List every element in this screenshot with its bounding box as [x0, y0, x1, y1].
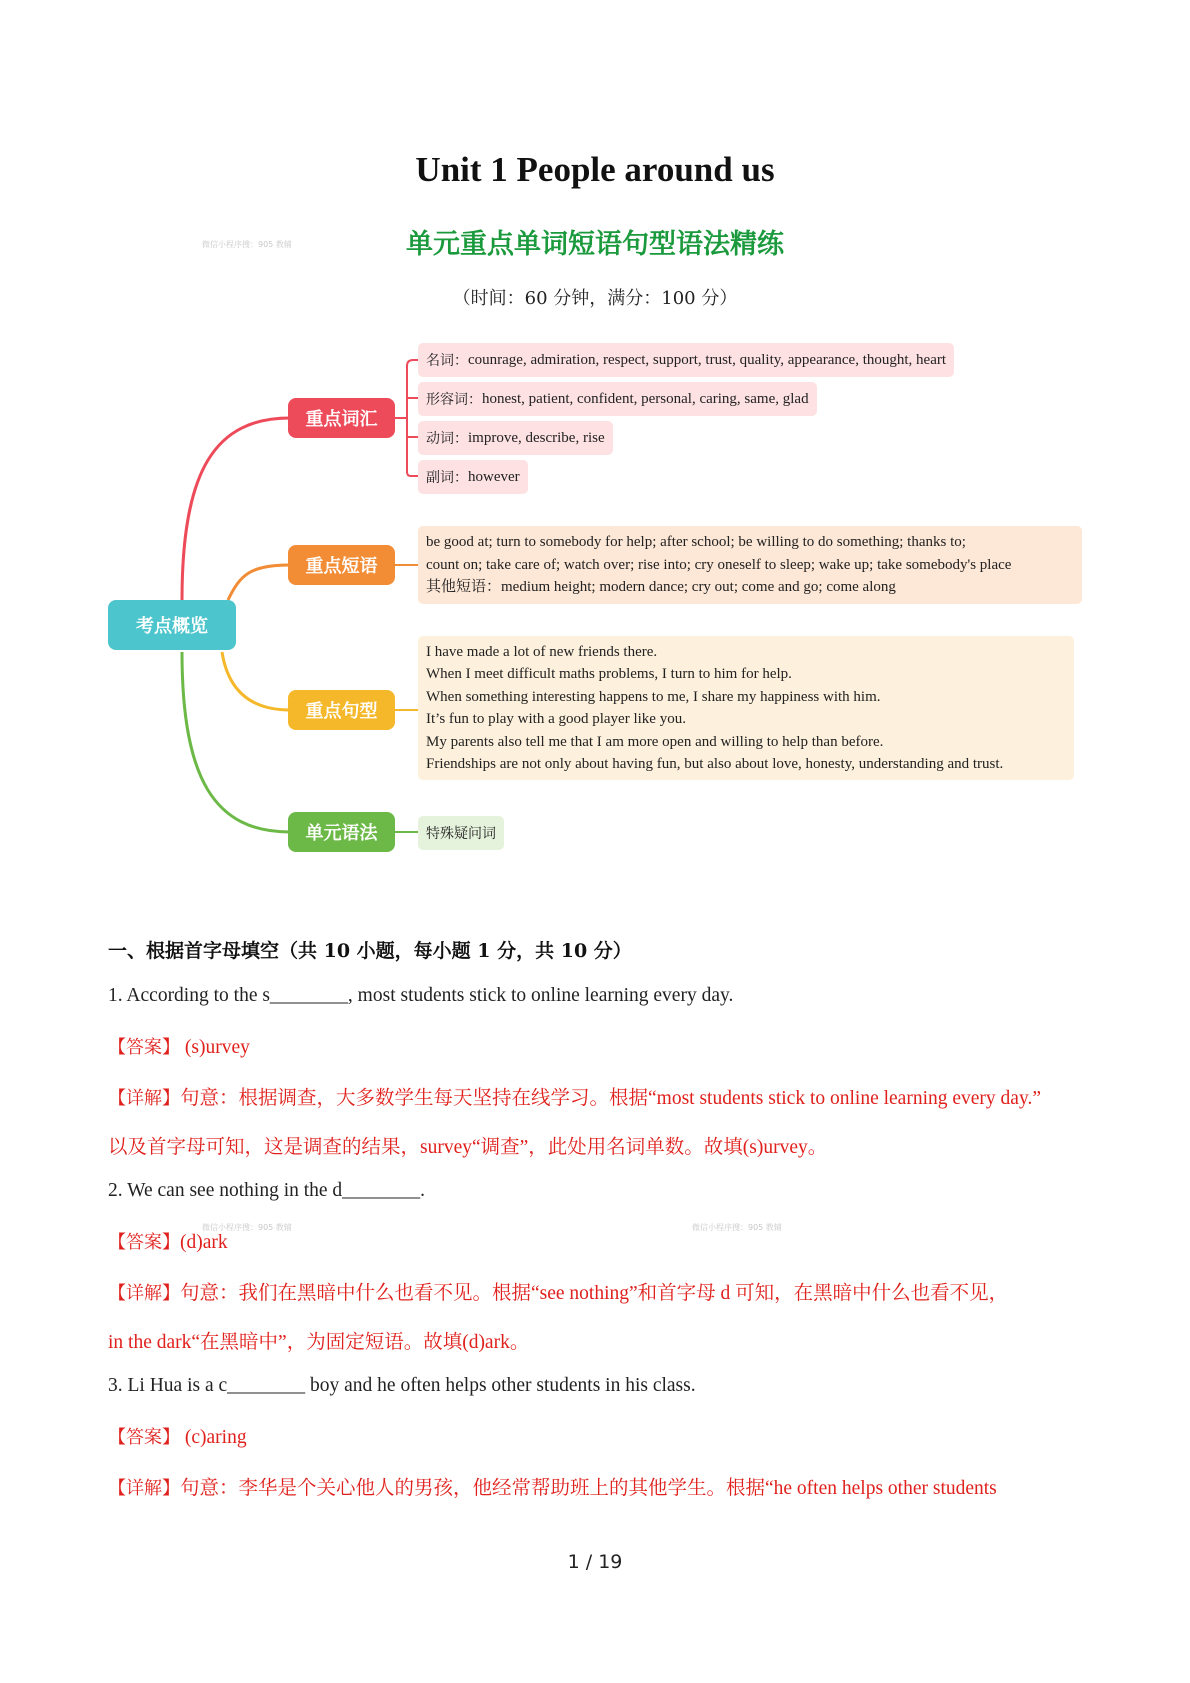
- leaf-adjectives: [418, 382, 817, 416]
- detail-text: 句意：李华是个关心他人的男孩，他经常帮助班上的其他学生。根据“he often helps other students: [180, 1478, 997, 1499]
- detail-text: 句意：根据调查，大多数学生每天坚持在线学习。根据“most students stick to online learning every day.”: [180, 1088, 1041, 1109]
- watermark: 微信小程序搜：905 教辅: [692, 1223, 782, 1232]
- detail-2: [108, 1277, 1008, 1305]
- leaf-key: 副词：: [426, 470, 468, 486]
- question-2: 2. We can see nothing in the d________.: [108, 1180, 426, 1201]
- leaf-key: 名词：: [426, 353, 468, 369]
- node-sentences: 重点句型: [288, 690, 395, 730]
- question-1: 1. According to the s________, most students stick to online learning every day.: [108, 985, 734, 1006]
- node-vocab: 重点词汇: [288, 398, 395, 438]
- detail-3: [108, 1472, 997, 1500]
- leaf-value: honest, patient, confident, personal, caring, same, glad: [482, 390, 809, 407]
- mindmap-root: 考点概览: [108, 600, 236, 650]
- leaf-grammar: [418, 816, 504, 850]
- watermark: 微信小程序搜：905 教辅: [202, 1223, 292, 1232]
- sentence-line: I have made a lot of new friends there.: [426, 643, 658, 660]
- leaf-value: 特殊疑问词: [426, 826, 496, 842]
- detail-tag: 【详解】: [108, 1283, 180, 1304]
- detail-text: 句意：我们在黑暗中什么也看不见。根据“see nothing”和首字母 d 可知，在黑暗中什么也看不见，: [180, 1283, 1009, 1304]
- detail-1-cont: 以及首字母可知，这是调查的结果，survey“调查”，此处用名词单数。故填(s)urvey。: [108, 1137, 828, 1158]
- answer-tag: 【答案】: [108, 1232, 180, 1253]
- detail-tag: 【详解】: [108, 1088, 180, 1109]
- answer-tag: 【答案】: [108, 1427, 180, 1448]
- detail-1: [108, 1082, 1041, 1110]
- node-phrases: 重点短语: [288, 545, 395, 585]
- leaf-adverbs: [418, 460, 528, 494]
- time-info: （时间：60 分钟，满分：100 分）: [452, 288, 738, 309]
- section-heading: 一、根据首字母填空（共 10 小题，每小题 1 分，共 10 分）: [108, 940, 632, 962]
- phrase-line: be good at; turn to somebody for help; after school; be willing to do something; thanks to;: [426, 534, 966, 551]
- sentence-line: When I meet difficult maths problems, I turn to him for help.: [426, 666, 792, 682]
- leaf-value: improve, describe, rise: [468, 429, 605, 446]
- page-subtitle: 单元重点单词短语句型语法精练: [406, 229, 784, 260]
- detail-tag: 【详解】: [108, 1478, 180, 1499]
- answer-2: [108, 1228, 228, 1254]
- question-3: 3. Li Hua is a c________ boy and he often helps other students in his class.: [108, 1375, 696, 1396]
- sentence-line: My parents also tell me that I am more open and willing to help than before.: [426, 733, 884, 750]
- detail-2-cont: in the dark“在黑暗中”，为固定短语。故填(d)ark。: [108, 1332, 530, 1353]
- watermark: 微信小程序搜：905 教辅: [202, 240, 292, 249]
- phrase-line: count on; take care of; watch over; rise into; cry oneself to sleep; wake up; take somebody's place: [426, 556, 1012, 573]
- leaf-phrases: [418, 526, 1082, 604]
- leaf-key: 动词：: [426, 431, 468, 447]
- sentence-line: It’s fun to play with a good player like you.: [426, 711, 686, 727]
- leaf-value: counrage, admiration, respect, support, trust, quality, appearance, thought, heart: [468, 351, 947, 368]
- page-title: Unit 1 People around us: [415, 150, 775, 189]
- answer-3: [108, 1423, 247, 1449]
- leaf-nouns: [418, 343, 954, 377]
- sentence-line: Friendships are not only about having fun, but also about love, honesty, understanding and trust.: [426, 756, 1004, 772]
- leaf-sentences: [418, 636, 1074, 780]
- answer-tag: 【答案】: [108, 1037, 180, 1058]
- leaf-key: 形容词：: [426, 392, 482, 408]
- answer-value: (c)aring: [184, 1427, 247, 1448]
- leaf-value: however: [468, 468, 520, 485]
- answer-value: (s)urvey: [184, 1037, 250, 1058]
- node-grammar: 单元语法: [288, 812, 395, 852]
- phrase-line: 其他短语：medium height; modern dance; cry out; come and go; come along: [426, 579, 896, 596]
- answer-1: [108, 1033, 250, 1059]
- sentence-line: When something interesting happens to me, I share my happiness with him.: [426, 688, 881, 705]
- leaf-verbs: [418, 421, 613, 455]
- answer-value: (d)ark: [180, 1232, 228, 1253]
- page-number: 1 / 19: [567, 1551, 623, 1573]
